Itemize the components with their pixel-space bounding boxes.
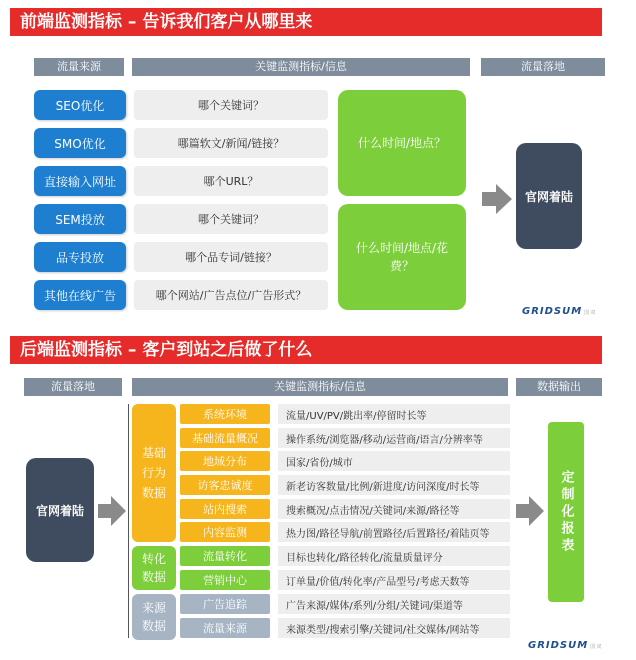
sub-ad-tracking: 广告追踪 <box>180 594 270 614</box>
back-header-landing: 流量落地 <box>24 378 122 396</box>
back-landing-block: 官网着陆 <box>26 458 94 562</box>
source-seo: SEO优化 <box>34 90 126 120</box>
sub-system-env: 系统环境 <box>180 404 270 424</box>
detail-site-search: 搜索概况/点击情况/关键词/来源/路径等 <box>278 499 510 519</box>
front-title: 前端监测指标 – 告诉我们客户从哪里来 <box>20 12 313 32</box>
detail-system-env: 流量/UV/PV/跳出率/停留时长等 <box>278 404 510 424</box>
detail-traffic-conversion: 目标也转化/路径转化/流量质量评分 <box>278 546 510 566</box>
time-place-cost-block: 什么时间/地点/花费？ <box>338 204 466 310</box>
detail-loyalty: 新老访客数量/比例/新进度/访问深度/时长等 <box>278 475 510 495</box>
custom-report-label: 定制化报表 <box>558 469 574 555</box>
custom-report-block <box>548 422 584 602</box>
question-seo: 哪个关键词？ <box>134 90 328 120</box>
source-brand-zone: 品专投放 <box>34 242 126 272</box>
back-header-output: 数据输出 <box>516 378 602 396</box>
question-brand-zone: 哪个品专词/链接？ <box>134 242 328 272</box>
front-header-source: 流量来源 <box>34 58 124 76</box>
sub-site-search: 站内搜索 <box>180 499 270 519</box>
logo-subtext: 国双 <box>590 644 603 650</box>
sub-marketing-center: 营销中心 <box>180 570 270 590</box>
sub-loyalty: 访客忠诚度 <box>180 475 270 495</box>
sub-traffic-conversion: 流量转化 <box>180 546 270 566</box>
detail-traffic-source: 来源类型/搜索引擎/关键词/社交媒体/网站等 <box>278 618 510 638</box>
sub-geo: 地域分布 <box>180 451 270 471</box>
back-title-banner <box>10 336 602 364</box>
detail-marketing-center: 订单量/价值/转化率/产品型号/考虑天数等 <box>278 570 510 590</box>
sub-content-monitor: 内容监测 <box>180 522 270 542</box>
category-source: 来源数据 <box>132 594 176 640</box>
logo-text: GRIDSUM <box>522 306 583 317</box>
category-conversion: 转化数据 <box>132 546 176 590</box>
logo-subtext: 国双 <box>584 310 597 316</box>
question-direct: 哪个URL？ <box>134 166 328 196</box>
detail-content-monitor: 热力图/路径导航/前置路径/后置路径/着陆页等 <box>278 522 510 542</box>
front-header-key-metrics: 关键监测指标/信息 <box>132 58 470 76</box>
source-direct-url: 直接输入网址 <box>34 166 126 196</box>
detail-ad-tracking: 广告来源/媒体/系列/分组/关键词/渠道等 <box>278 594 510 614</box>
logo-text: GRIDSUM <box>528 640 589 651</box>
sub-basic-traffic: 基础流量概况 <box>180 428 270 448</box>
question-other-ads: 哪个网站/广告点位/广告形式？ <box>134 280 328 310</box>
source-other-ads: 其他在线广告 <box>34 280 126 310</box>
question-sem: 哪个关键词？ <box>134 204 328 234</box>
front-title-banner <box>10 8 602 36</box>
arrow-right-icon <box>480 182 514 216</box>
sub-traffic-source: 流量来源 <box>180 618 270 638</box>
bracket-line <box>128 404 129 638</box>
gridsum-logo-bottom <box>528 640 602 651</box>
detail-basic-traffic: 操作系统/浏览器/移动/运营商/语言/分辨率等 <box>278 428 510 448</box>
arrow-right-icon <box>96 494 128 528</box>
front-landing-block: 官网着陆 <box>516 143 582 249</box>
category-basic-behavior: 基础行为数据 <box>132 404 176 542</box>
gridsum-logo-top <box>522 306 596 317</box>
source-sem: SEM投放 <box>34 204 126 234</box>
back-title: 后端监测指标 – 客户到站之后做了什么 <box>20 340 313 360</box>
question-smo: 哪篇软文/新闻/链接？ <box>134 128 328 158</box>
time-place-block: 什么时间/地点？ <box>338 90 466 196</box>
back-header-key-metrics: 关键监测指标/信息 <box>132 378 508 396</box>
detail-geo: 国家/省份/城市 <box>278 451 510 471</box>
front-header-landing: 流量落地 <box>481 58 605 76</box>
arrow-right-icon <box>514 494 546 528</box>
source-smo: SMO优化 <box>34 128 126 158</box>
